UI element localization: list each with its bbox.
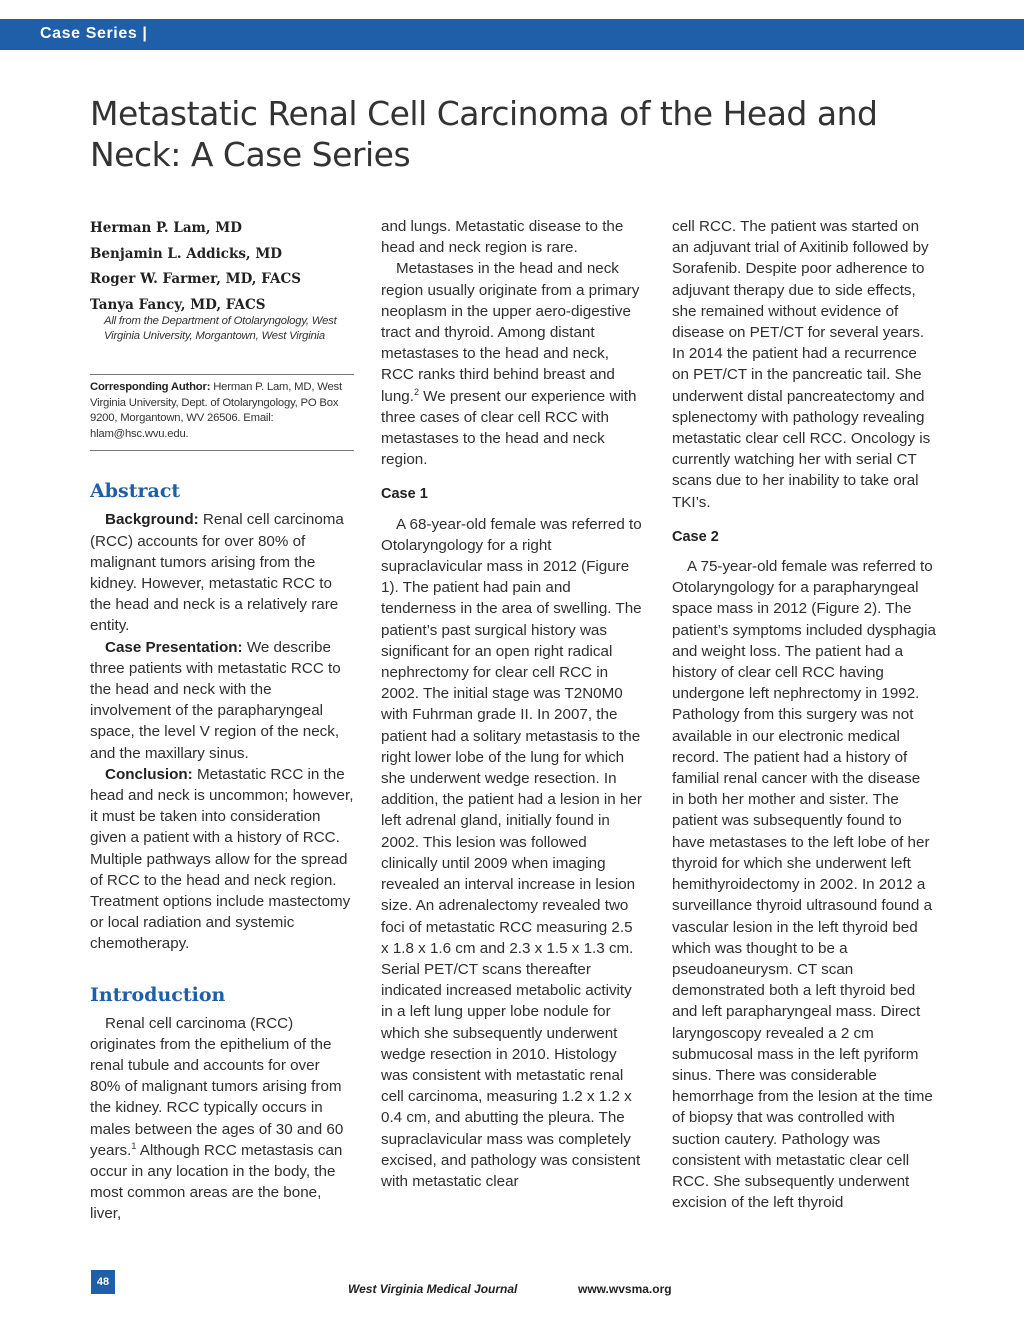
introduction-text: We present our experience with three cases of clear cell RCC with metastases to the head and neck region. bbox=[381, 387, 637, 469]
case-1-continued: cell RCC. The patient was started on an adjuvant trial of Axitinib followed by Sorafenib. Despite poor adherence to adjuvant therapy due to side effects, she remained without evidence of disease on PET/CT for several years. In 2014 the patient had a recurrence on PET/CT in the pancreatic tail. She underwent distal pancreatectomy and splenectomy with pathology revealing metastatic clear cell RCC. Oncology is currently watching her with serial CT scans due to her inability to take oral TKI’s. bbox=[672, 218, 931, 511]
abstract-heading: Abstract bbox=[90, 480, 181, 503]
background-text: Renal cell carcinoma (RCC) accounts for over 80% of malignant tumors arising from the kidney. However, metastatic RCC to the head and neck is a relatively rare entity. bbox=[90, 511, 344, 635]
website-url[interactable]: www.wvsma.org bbox=[578, 1282, 672, 1296]
article-title: Metastatic Renal Cell Carcinoma of the Head and Neck: A Case Series bbox=[90, 94, 878, 174]
author-name: Benjamin L. Addicks, MD bbox=[90, 245, 282, 262]
introduction-text: Although RCC metastasis can occur in any location in the body, the most common areas are the bone, liver, bbox=[90, 1141, 343, 1223]
section-label: Case Series | bbox=[40, 25, 148, 42]
abstract-background bbox=[90, 509, 354, 636]
conclusion-label: Conclusion: bbox=[105, 765, 193, 783]
case-1-paragraph: A 68-year-old female was referred to Otolaryngology for a right supraclavicular mass in 2012 (Figure 1). The patient had pain and tenderness in the area of swelling. The patient’s past surgical history was significant for an open right radical nephrectomy for clear cell RCC in 2002. The initial stage was T2N0M0 with Fuhrman grade II. In 2007, the patient had a solitary metastasis to the right lower lobe of the lung for which she underwent wedge resection. In addition, the patient had a lesion in her left adrenal gland, initially found in 2002. This lesion was followed clinically until 2009 when imaging revealed an interval increase in lesion size. An adrenalectomy revealed two foci of metastatic RCC measuring 2.5 x 1.8 x 1.6 cm and 2.3 x 1.5 x 1.3 cm. Serial PET/CT scans thereafter indicated increased metabolic activity in a left lung upper lobe nodule for which she subsequently underwent wedge resection in 2010. Histology was consistent with metastatic renal cell carcinoma, measuring 1.2 x 1.2 x 0.4 cm, and abutting the pleura. The supraclavicular mass was completely excised, and pathology was consistent with metastatic clear bbox=[381, 515, 642, 1190]
corresponding-author-text: Herman P. Lam, MD, West Virginia University, Dept. of Otolaryngology, PO Box 9200, Morgantown, WV 26506. Email: hlam@hsc.wvu.edu. bbox=[90, 381, 342, 440]
corresponding-author-label: Corresponding Author: bbox=[90, 381, 211, 393]
abstract-case-presentation bbox=[90, 637, 354, 764]
author-affiliation: All from the Department of Otolaryngology, West Virginia University, Morgantown, West Virginia bbox=[104, 315, 337, 342]
case-2-paragraph: A 75-year-old female was referred to Otolaryngology for a parapharyngeal space mass in 2012 (Figure 2). The patient’s symptoms included dysphagia and weight loss. The patient had a history of clear cell RCC having undergone left nephrectomy in 1992. Pathology from this surgery was not available in our electronic medical record. The patient had a history of familial renal cancer with the disease in both her mother and sister. The patient was subsequently found to have metastases to the left lobe of her thyroid for which she underwent left hemithyroidectomy in 2002. In 2012 a surveillance thyroid ultrasound found a vascular lesion in the left thyroid bed which was thought to be a pseudoaneurysm. CT scan demonstrated both a left thyroid bed and left parapharyngeal mass. Direct laryngoscopy revealed a 2 cm submucosal mass in the left pyriform sinus. There was considerable hemorrhage from the lesion at the time of biopsy that was controlled with suction cautery. Pathology was consistent with metastatic clear cell RCC. She subsequently underwent excision of the left thyroid bbox=[672, 558, 936, 1212]
column-left bbox=[90, 216, 354, 1225]
case-1-heading: Case 1 bbox=[381, 486, 428, 503]
journal-name: West Virginia Medical Journal bbox=[348, 1282, 518, 1296]
introduction-paragraph-2 bbox=[381, 258, 643, 470]
section-banner bbox=[0, 19, 1024, 50]
author-name: Tanya Fancy, MD, FACS bbox=[90, 296, 266, 313]
author-name: Herman P. Lam, MD bbox=[90, 220, 242, 236]
corresponding-author-box bbox=[90, 374, 354, 451]
abstract-conclusion bbox=[90, 764, 354, 955]
background-label: Background: bbox=[105, 511, 199, 529]
citation-1: 1 bbox=[131, 1140, 137, 1151]
page-number: 48 bbox=[91, 1270, 115, 1294]
column-middle bbox=[381, 216, 643, 1192]
introduction-text: Renal cell carcinoma (RCC) originates from the epithelium of the renal tubule and accounts for over 80% of malignant tumors arising from the kidney. RCC typically occurs in males between the ages of 30 and 60 years. bbox=[90, 1014, 344, 1159]
introduction-continued: and lungs. Metastatic disease to the head and neck region is rare. bbox=[381, 218, 624, 257]
case-presentation-text: We describe three patients with metastatic RCC to the head and neck with the involvement of the parapharyngeal space, the level V region of the neck, and the maxillary sinus. bbox=[90, 638, 341, 762]
author-name: Roger W. Farmer, MD, FACS bbox=[90, 271, 301, 287]
case-2-heading: Case 2 bbox=[672, 528, 719, 545]
introduction-text: Metastases in the head and neck region usually originate from a primary neoplasm in the upper aero-digestive tract and thyroid. Among distant metastases to the head and neck, RCC ranks third behind breast and lung. bbox=[381, 260, 640, 405]
column-right bbox=[672, 216, 936, 1213]
case-presentation-label: Case Presentation: bbox=[105, 638, 243, 656]
citation-2: 2 bbox=[413, 386, 419, 397]
introduction-heading: Introduction bbox=[90, 983, 226, 1006]
conclusion-text: Metastatic RCC in the head and neck is uncommon; however, it must be taken into consideration given a patient with a history of RCC. Multiple pathways allow for the spread of RCC to the head and neck region. Treatment options include mastectomy or local radiation and systemic chemotherapy. bbox=[90, 765, 354, 953]
introduction-paragraph bbox=[90, 1013, 354, 1225]
